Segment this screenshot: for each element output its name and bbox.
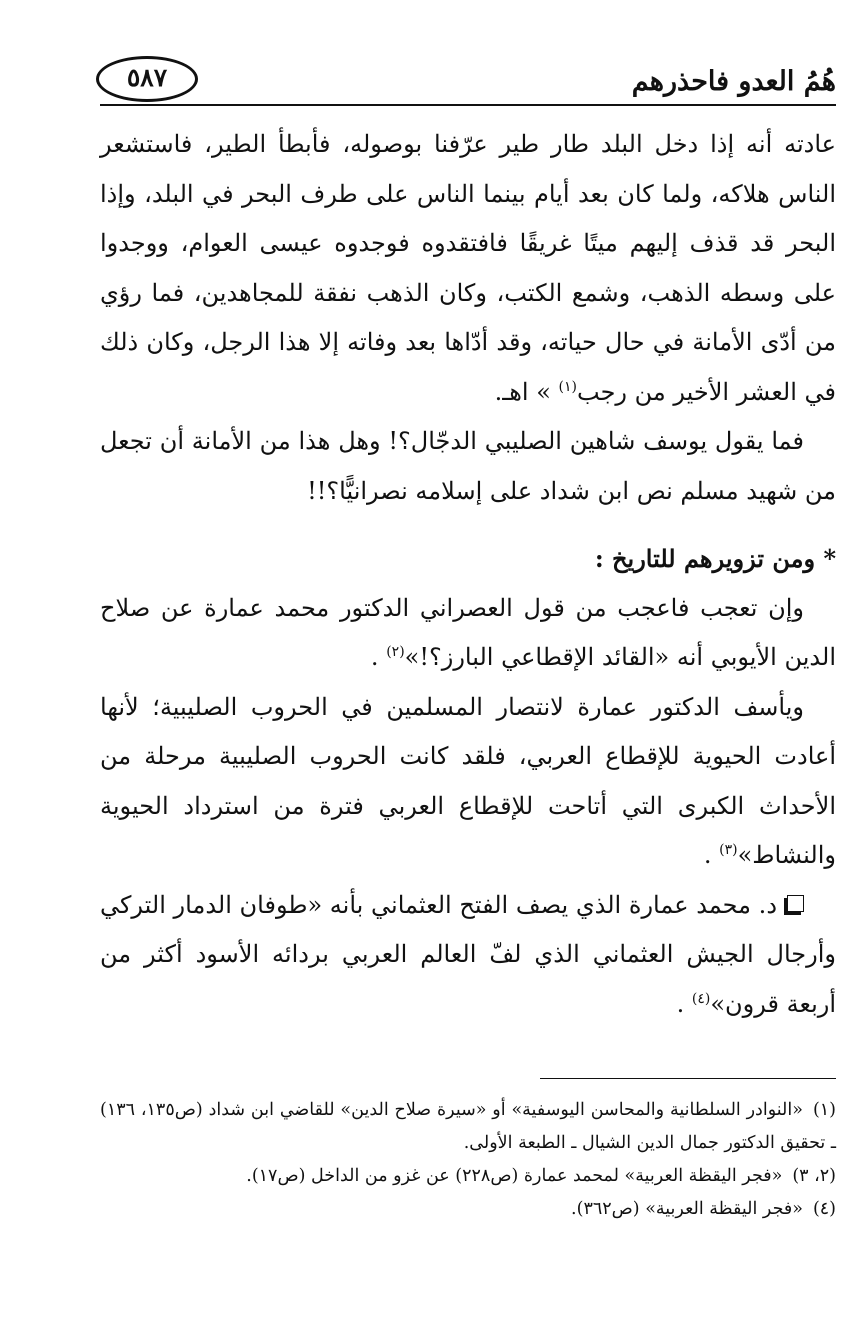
- footnote-1-text: «النوادر السلطانية والمحاسن اليوسفية» أو «سيرة صلاح الدين» للقاضي ابن شداد (ص١٣٥، ١٣٦) ـ تحقيق الدكتور جمال الدين الشيال ـ الطبعة الأولى.: [100, 1100, 836, 1153]
- footnote-ref-1: (١): [558, 378, 577, 395]
- footnote-ref-3: (٣): [719, 842, 738, 858]
- paragraph-4-text: ويأسف الدكتور عمارة لانتصار المسلمين في الحروب الصليبية؛ لأنها أعادت الحيوية للإقطاع العربي، فلقد كانت الحروب الصليبية مرحلة من الأحداث الكبرى التي أتاحت للإقطاع العربي فترة من استرداد الحيوية والنشاط»: [100, 692, 836, 869]
- paragraph-3-end: .: [370, 643, 387, 671]
- paragraph-5-end: .: [676, 989, 692, 1018]
- footnote-1: [100, 1094, 836, 1160]
- paragraph-4-end: .: [703, 841, 720, 869]
- page-number: ٥٨٧: [126, 63, 168, 92]
- footnote-3-number: (٤): [812, 1199, 836, 1219]
- header-title: هُمُ العدو فاحذرهم: [631, 66, 836, 97]
- footnote-1-number: (١): [812, 1100, 836, 1120]
- footnote-3: [100, 1193, 836, 1226]
- footnotes: [100, 1094, 836, 1226]
- footnote-2: [100, 1160, 836, 1193]
- footnote-ref-2: (٢): [386, 644, 405, 660]
- paragraph-5: [100, 881, 836, 1030]
- box-marker-icon: [787, 895, 804, 912]
- section-heading: * ومن تزويرهم للتاريخ :: [594, 544, 836, 573]
- main-text: [100, 120, 836, 1029]
- paragraph-1-text: عادته أنه إذا دخل البلد طار طير عرّفنا بوصوله، فأبطأ الطير، فاستشعر الناس هلاكه، ولما كان بعد أيام بينما الناس على طرف البحر في البلد، وإذا البحر قد قذف إليهم ميتًا غريقًا فافتقدوه فوجدوه عيسى العوام، ووجدوا على وسطه الذهب، وشمع الكتب، وكان الذهب نفقة للمجاهدين، فما رؤي من أدّى الأمانة في حال حياته، وقد أدّاها بعد وفاته إلا هذا الرجل، وكان ذلك في العشر الأخير من رجب: [100, 130, 836, 406]
- paragraph-3-text: وإن تعجب فاعجب من قول العصراني الدكتور محمد عمارة عن صلاح الدين الأيوبي أنه «القائد الإقطاعي البارز؟!»: [100, 593, 836, 671]
- paragraph-2: فما يقول يوسف شاهين الصليبي الدجّال؟! وهل هذا من الأمانة أن تجعل من شهيد مسلم نص ابن شداد على إسلامه نصرانيًّا؟!!: [100, 427, 836, 505]
- header-rule: [100, 104, 836, 106]
- paragraph-4: [100, 683, 836, 881]
- footnote-separator: [540, 1078, 836, 1079]
- paragraph-1: [100, 120, 836, 417]
- paragraph-3: [100, 584, 836, 683]
- footnote-2-number: (٢، ٣): [792, 1166, 836, 1186]
- paragraph-1-end: » اهـ.: [494, 377, 559, 406]
- paragraph-5-text: د. محمد عمارة الذي يصف الفتح العثماني بأنه «طوفان الدمار التركي وأرجال الجيش العثماني الذي لفّ العالم العربي بردائه الأسود أكثر من أربعة قرون»: [100, 890, 836, 1018]
- running-header: [96, 56, 836, 106]
- footnote-2-text: «فجر اليقظة العربية» لمحمد عمارة (ص٢٢٨) عن غزو من الداخل (ص١٧).: [246, 1166, 783, 1186]
- footnote-3-text: «فجر اليقظة العربية» (ص٣٦٢).: [571, 1199, 803, 1219]
- footnote-ref-4: (٤): [691, 990, 711, 1007]
